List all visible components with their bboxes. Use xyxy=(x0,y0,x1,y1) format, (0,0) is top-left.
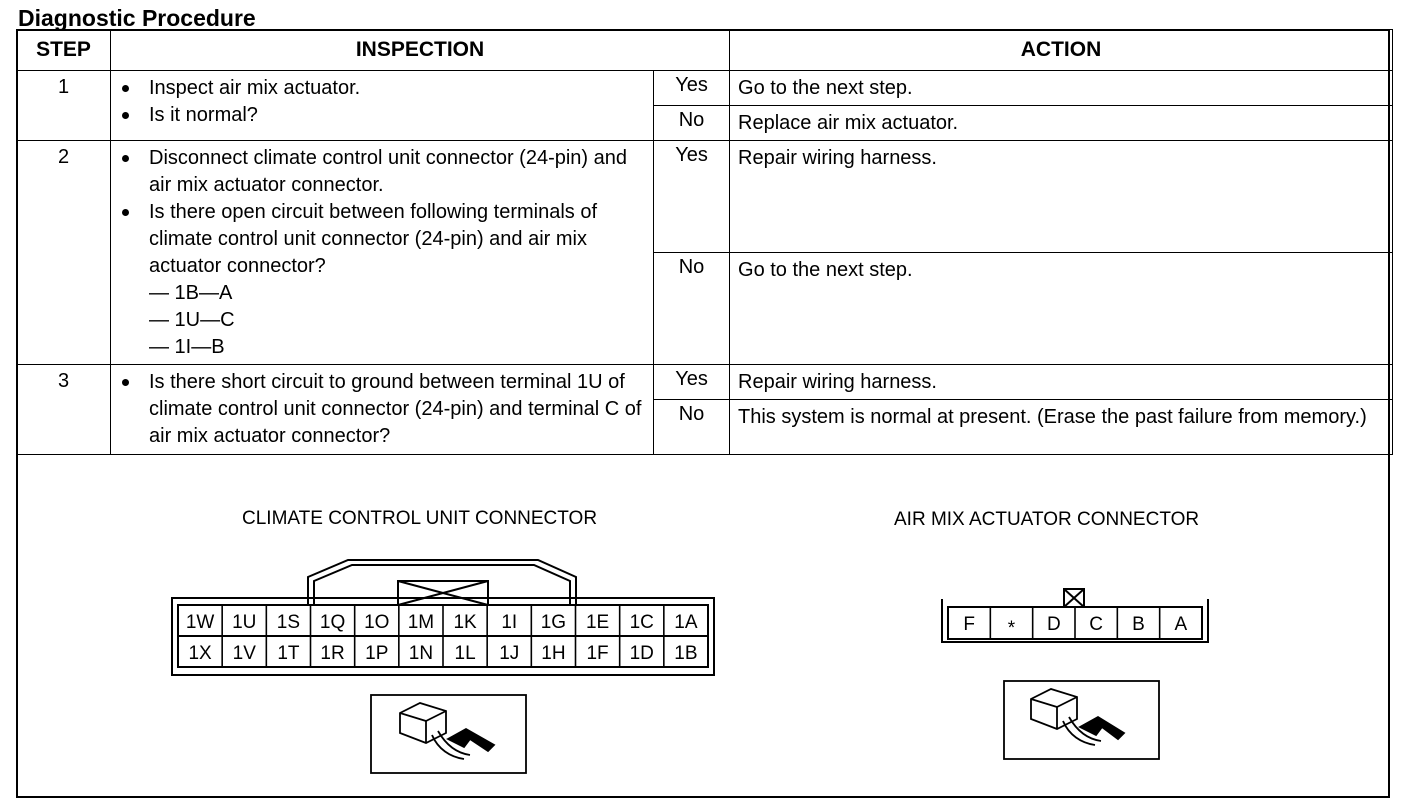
inspection-header: INSPECTION xyxy=(111,30,730,71)
no-label: No xyxy=(654,400,730,455)
no-label: No xyxy=(654,106,730,141)
inspection-item: Is there open circuit between following terminals of climate control unit connector (24-pin) and air mix actuator connector? xyxy=(149,199,653,280)
table-row xyxy=(17,141,1393,253)
step-header: STEP xyxy=(17,30,111,71)
step-number: 2 xyxy=(17,141,111,365)
connector-pin: 1W xyxy=(185,612,215,633)
connector-pin: 1O xyxy=(364,612,390,633)
no-action: Replace air mix actuator. xyxy=(730,106,1393,141)
connector-pin: A xyxy=(1174,614,1188,635)
harness-connector-icon xyxy=(371,695,526,773)
table-row xyxy=(17,365,1393,400)
connector-pin: 1M xyxy=(407,612,435,633)
no-action: Go to the next step. xyxy=(730,253,1393,365)
connector-pin: 1I xyxy=(501,612,518,633)
connector-pin: D xyxy=(1046,614,1061,635)
connector-pin: 1T xyxy=(277,643,300,664)
connector-pin: 1U xyxy=(232,612,257,633)
inspection-cell xyxy=(111,141,654,365)
no-action: This system is normal at present. (Erase the past failure from memory.) xyxy=(730,400,1393,455)
connector-pin: 1E xyxy=(585,612,610,633)
connector-pin: 1P xyxy=(365,643,389,664)
inspection-item: Is it normal? xyxy=(149,102,653,129)
header-row xyxy=(17,30,1393,71)
step-number: 1 xyxy=(17,71,111,141)
connector-pin: 1B xyxy=(674,643,698,664)
connector-pin: 1C xyxy=(629,612,654,633)
inspection-item: Inspect air mix actuator. xyxy=(149,75,653,102)
connector-pin: 1J xyxy=(499,643,520,664)
yes-label: Yes xyxy=(654,141,730,253)
inspection-cell xyxy=(111,71,654,141)
terminal-pair: — 1B—A xyxy=(149,282,233,304)
connector-pin: F xyxy=(963,614,975,635)
connector-pin: 1D xyxy=(629,643,654,664)
connector-pin: 1G xyxy=(540,612,567,633)
connector-pin: 1H xyxy=(541,643,566,664)
connector-pin: 1S xyxy=(276,612,301,633)
diagnostic-table xyxy=(16,29,1393,455)
climate-connector-label: CLIMATE CONTROL UNIT CONNECTOR xyxy=(242,508,598,529)
action-header: ACTION xyxy=(730,30,1393,71)
connector-pin: 1N xyxy=(408,643,434,664)
table-row xyxy=(17,71,1393,106)
connector-pin: B xyxy=(1132,614,1145,635)
connector-pin: * xyxy=(1007,618,1016,639)
connector-pin: 1Q xyxy=(319,612,346,633)
connector-diagram-area xyxy=(18,487,1388,796)
actuator-connector-label: AIR MIX ACTUATOR CONNECTOR xyxy=(894,509,1200,530)
inspection-item: Disconnect climate control unit connector (24-pin) and air mix actuator connector. xyxy=(149,145,653,199)
yes-label: Yes xyxy=(654,71,730,106)
page-title: Diagnostic Procedure xyxy=(18,5,256,31)
no-label: No xyxy=(654,253,730,365)
yes-action: Repair wiring harness. xyxy=(730,365,1393,400)
connector-pin: 1R xyxy=(320,643,345,664)
yes-action: Repair wiring harness. xyxy=(730,141,1393,253)
terminal-pair: — 1I—B xyxy=(149,336,225,358)
connector-pin: 1A xyxy=(674,612,698,633)
yes-action: Go to the next step. xyxy=(730,71,1393,106)
inspection-cell xyxy=(111,365,654,455)
connector-pin: 1V xyxy=(232,643,256,664)
yes-label: Yes xyxy=(654,365,730,400)
connector-pin: 1L xyxy=(454,643,476,664)
step-number: 3 xyxy=(17,365,111,455)
inspection-item: Is there short circuit to ground between terminal 1U of climate control unit connector (24-pin) and terminal C of air mix actuator connector? xyxy=(149,369,653,450)
connector-pin: 1X xyxy=(188,643,212,664)
connector-pin: 1K xyxy=(453,612,477,633)
harness-connector-icon xyxy=(1004,681,1159,759)
connector-diagrams xyxy=(18,487,1388,796)
terminal-pair: — 1U—C xyxy=(149,309,235,331)
connector-pin: 1F xyxy=(586,643,609,664)
connector-pin: C xyxy=(1089,614,1104,635)
